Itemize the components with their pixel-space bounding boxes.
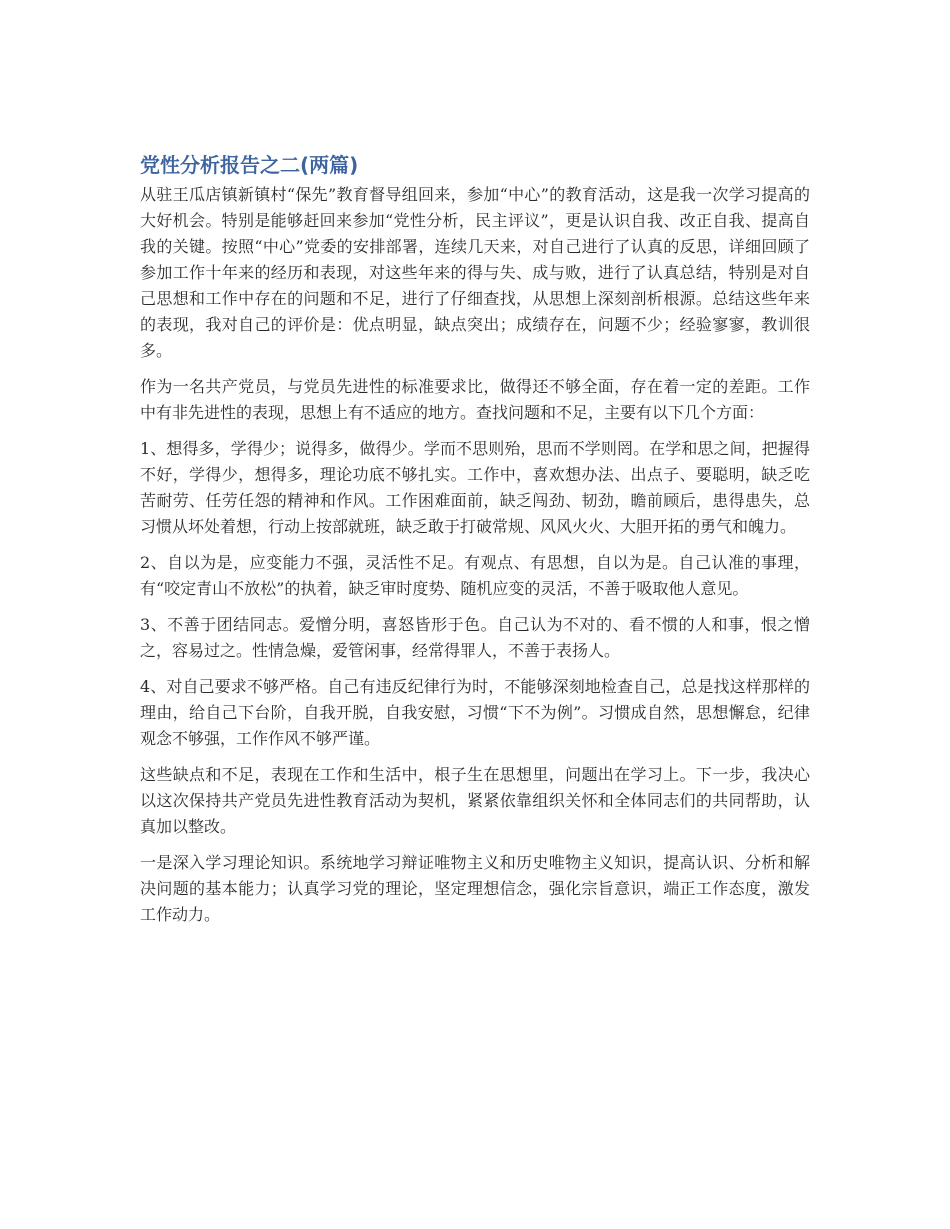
document-title: 党性分析报告之二(两篇) <box>140 153 359 177</box>
paragraph-intro: 从驻王瓜店镇新镇村“保先”教育督导组回来，参加“中心”的教育活动，这是我一次学习提高的大好机会。特别是能够赶回来参加“党性分析，民主评议”，更是认识自我、改正自我、提高自我的关键。按照“中心”党委的安排部署，连续几天来，对自己进行了认真的反思，详细回顾了参加工作十年来的经历和表现，对这些年来的得与失、成与败，进行了认真总结，特别是对自己思想和工作中存在的问题和不足，进行了仔细查找，从思想上深刻剖析根源。总结这些年来的表现，我对自己的评价是：优点明显，缺点突出；成绩存在，问题不少；经验寥寥，教训很多。 <box>140 185 810 360</box>
paragraph-gap-overview: 作为一名共产党员，与党员先进性的标准要求比，做得还不够全面，存在着一定的差距。工作中有非先进性的表现，思想上有不适应的地方。查找问题和不足，主要有以下几个方面： <box>140 377 810 422</box>
paragraph-issue-1: 1、想得多，学得少；说得多，做得少。学而不思则殆，思而不学则罔。在学和思之间，把握得不好，学得少，想得多，理论功底不够扎实。工作中，喜欢想办法、出点子、要聪明，缺乏吃苦耐劳、任劳任怨的精神和作风。工作困难面前，缺乏闯劲、韧劲，瞻前顾后，患得患失，总习惯从坏处着想，行动上按部就班，缺乏敢于打破常规、风风火火、大胆开拓的勇气和魄力。 <box>140 439 810 536</box>
paragraph-issue-4: 4、对自己要求不够严格。自己有违反纪律行为时，不能够深刻地检查自己，总是找这样那样的理由，给自己下台阶，自我开脱，自我安慰，习惯“下不为例”。习惯成自然，思想懈怠，纪律观念不够强，工作作风不够严谨。 <box>140 677 810 748</box>
paragraph-issue-3: 3、不善于团结同志。爱憎分明，喜怒皆形于色。自己认为不对的、看不惯的人和事，恨之憎之，容易过之。性情急燥，爱管闲事，经常得罪人，不善于表扬人。 <box>140 615 810 660</box>
document-body <box>140 150 810 938</box>
paragraph-issue-2: 2、自以为是，应变能力不强，灵活性不足。有观点、有思想，自以为是。自己认准的事理，有“咬定青山不放松”的执着，缺乏审时度势、随机应变的灵活，不善于吸取他人意见。 <box>140 553 810 598</box>
paragraph-action-1: 一是深入学习理论知识。系统地学习辩证唯物主义和历史唯物主义知识，提高认识、分析和解决问题的基本能力；认真学习党的理论，坚定理想信念，强化宗旨意识，端正工作态度，激发工作动力。 <box>140 853 810 924</box>
paragraph-resolution: 这些缺点和不足，表现在工作和生活中，根子生在思想里，问题出在学习上。下一步，我决心以这次保持共产党员先进性教育活动为契机，紧紧依靠组织关怀和全体同志们的共同帮助，认真加以整改。 <box>140 765 810 836</box>
